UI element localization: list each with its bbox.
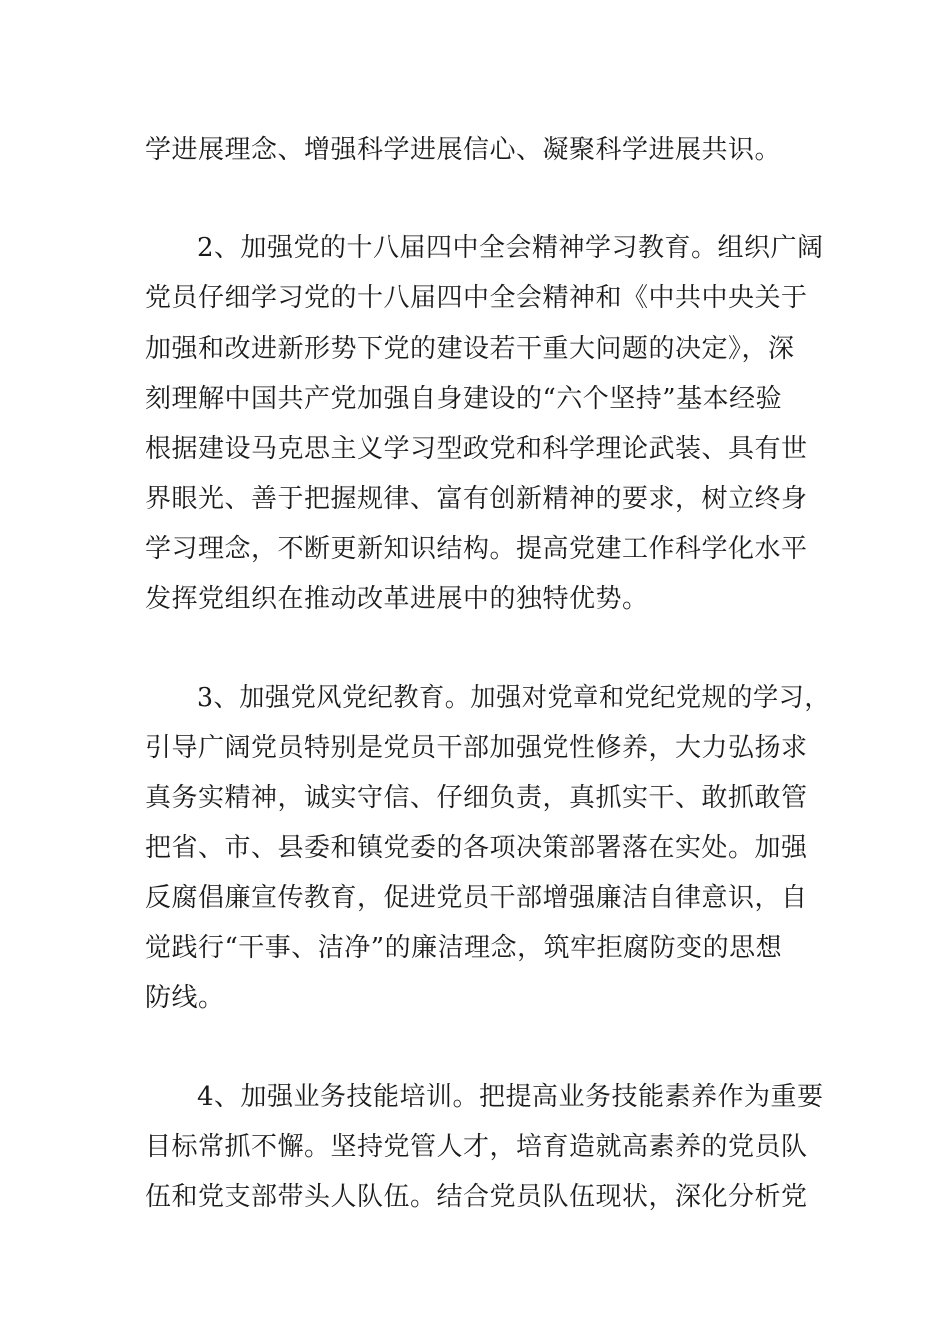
text-line: 伍和党支部带头人队伍。结合党员队伍现状，深化分析党 (145, 1182, 808, 1212)
text-line: 把省、市、县委和镇党委的各项决策部署落在实处。加强 (145, 833, 808, 863)
text-line: 引导广阔党员特别是党员干部加强党性修养，大力弘扬求 (145, 733, 808, 763)
text-line: 界眼光、善于把握规律、富有创新精神的要求，树立终身 (145, 484, 808, 514)
text-line: 发挥党组织在推动改革进展中的独特优势。 (145, 584, 649, 614)
text-line: 学习理念，不断更新知识结构。提高党建工作科学化水平 (145, 534, 808, 564)
text-line: 2、加强党的十八届四中全会精神学习教育。组织广阔 (197, 233, 824, 263)
text-line: 刻理解中国共产党加强自身建设的“六个坚持”基本经验 (145, 384, 783, 414)
text-line: 4、加强业务技能培训。把提高业务技能素养作为重要 (197, 1082, 824, 1112)
text-line: 根据建设马克思主义学习型政党和科学理论武装、具有世 (145, 434, 808, 464)
text-line: 反腐倡廉宣传教育，促进党员干部增强廉洁自律意识，自 (145, 883, 808, 913)
text-line: 党员仔细学习党的十八届四中全会精神和《中共中央关于 (145, 283, 808, 313)
text-line: 加强和改进新形势下党的建设若干重大问题的决定》，深 (145, 334, 795, 364)
text-line: 觉践行“干事、洁净”的廉洁理念，筑牢拒腐防变的思想 (145, 933, 783, 963)
text-line: 3、加强党风党纪教育。加强对党章和党纪党规的学习， (197, 683, 831, 713)
text-line: 真务实精神，诚实守信、仔细负责，真抓实干、敢抓敢管 (145, 783, 808, 813)
text-line: 学进展理念、增强科学进展信心、凝聚科学进展共识。 (145, 135, 782, 165)
text-line: 防线。 (145, 983, 225, 1013)
text-line: 目标常抓不懈。坚持党管人才，培育造就高素养的党员队 (145, 1132, 808, 1162)
